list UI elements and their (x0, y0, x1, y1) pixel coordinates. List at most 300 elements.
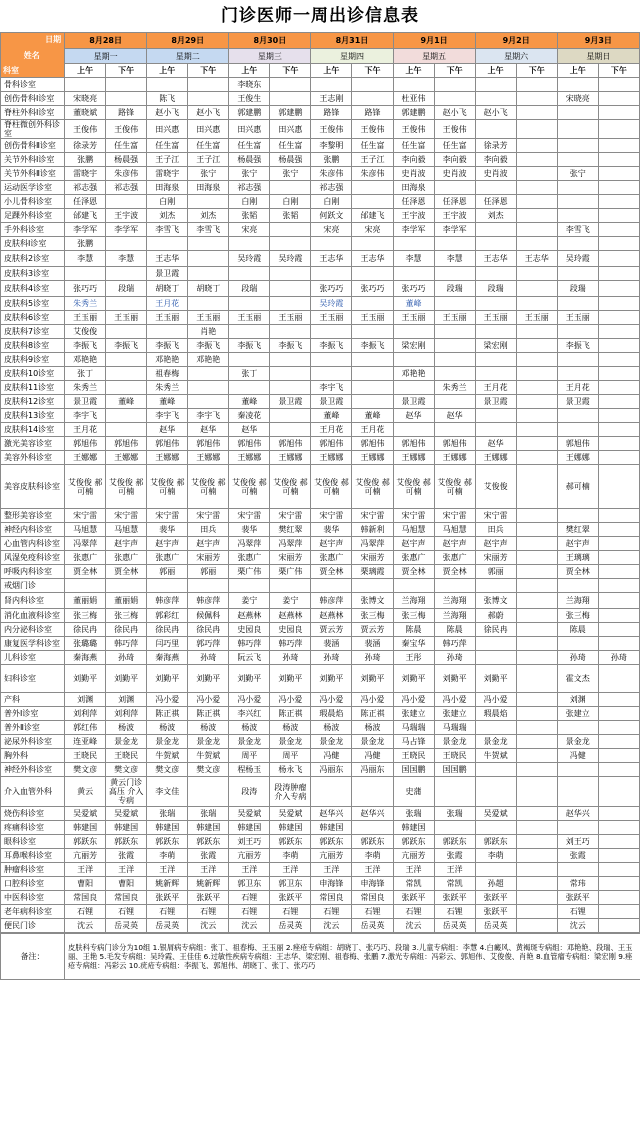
doctor-cell (270, 92, 311, 106)
doctor-cell (352, 381, 393, 395)
doctor-cell: 岳灵英 (475, 919, 516, 933)
doctor-cell: 邓艳艳 (393, 367, 434, 381)
doctor-cell (106, 579, 147, 593)
doctor-cell: 任生富 (434, 139, 475, 153)
doctor-cell: 王娜娜 (106, 451, 147, 465)
doctor-cell: 宋宁雷 (106, 509, 147, 523)
doctor-cell: 郭丽 (147, 565, 188, 579)
doctor-cell: 冯丽东 (352, 763, 393, 777)
doctor-cell: 宋宁雷 (270, 509, 311, 523)
doctor-cell: 马旭慧 (65, 523, 106, 537)
doctor-cell (516, 721, 557, 735)
doctor-cell (270, 297, 311, 311)
doctor-cell (557, 353, 598, 367)
doctor-cell (393, 423, 434, 437)
corner-dept-label: 科室 (3, 66, 19, 75)
doctor-cell (557, 78, 598, 92)
doctor-cell: 王娜娜 (393, 451, 434, 465)
doctor-cell (598, 565, 639, 579)
doctor-cell (557, 153, 598, 167)
doctor-cell: 任生富 (393, 139, 434, 153)
doctor-cell: 陈晨 (557, 623, 598, 637)
doctor-cell: 常凯 (393, 877, 434, 891)
doctor-cell (270, 281, 311, 297)
doctor-cell: 陈正祺 (147, 707, 188, 721)
doctor-cell: 常国良 (65, 891, 106, 905)
weekday-cell: 星期三 (229, 49, 311, 64)
doctor-cell (516, 281, 557, 297)
doctor-cell: 刘利萍 (65, 707, 106, 721)
doctor-cell: 任生富 (188, 139, 229, 153)
doctor-cell (229, 579, 270, 593)
doctor-cell (475, 863, 516, 877)
date-cell: 8月31日 (311, 33, 393, 49)
doctor-cell: 孙琦 (352, 651, 393, 665)
doctor-cell: 朱彦伟 (311, 167, 352, 181)
doctor-cell: 石锂 (65, 905, 106, 919)
doctor-cell: 王晓民 (434, 749, 475, 763)
doctor-cell: 贾全林 (393, 565, 434, 579)
doctor-cell (598, 891, 639, 905)
dept-cell: 皮肤科8诊室 (1, 339, 65, 353)
table-row (1, 153, 640, 167)
doctor-cell (434, 237, 475, 251)
doctor-cell (598, 707, 639, 721)
doctor-cell (598, 509, 639, 523)
doctor-cell: 张三梅 (65, 609, 106, 623)
doctor-cell: 李宇飞 (65, 409, 106, 423)
doctor-cell (557, 367, 598, 381)
doctor-cell (557, 423, 598, 437)
doctor-cell: 张跃平 (434, 891, 475, 905)
doctor-cell (352, 353, 393, 367)
doctor-cell: 郭旭伟 (65, 437, 106, 451)
doctor-cell: 张韬 (229, 209, 270, 223)
doctor-cell: 张惠广 (434, 551, 475, 565)
doctor-cell: 张鹏 (311, 153, 352, 167)
doctor-cell: 郭旭伟 (434, 437, 475, 451)
doctor-cell: 王洋 (434, 863, 475, 877)
doctor-cell (557, 579, 598, 593)
doctor-cell: 刘勤平 (475, 665, 516, 693)
doctor-cell (598, 735, 639, 749)
doctor-cell: 史园良 (270, 623, 311, 637)
doctor-cell (516, 181, 557, 195)
doctor-cell (516, 593, 557, 609)
doctor-cell: 王娜娜 (65, 451, 106, 465)
doctor-cell: 刘勤平 (147, 665, 188, 693)
doctor-cell: 石锂 (393, 905, 434, 919)
doctor-cell: 张惠广 (311, 551, 352, 565)
doctor-cell: 王俊伟 (106, 120, 147, 139)
doctor-cell (598, 92, 639, 106)
doctor-cell (434, 777, 475, 807)
doctor-cell (229, 381, 270, 395)
doctor-cell: 祁志强 (65, 181, 106, 195)
doctor-cell (516, 551, 557, 565)
doctor-cell: 李萌 (352, 849, 393, 863)
doctor-cell: 韩建国 (229, 821, 270, 835)
table-row (1, 267, 640, 281)
doctor-cell (557, 120, 598, 139)
doctor-cell: 王洋 (229, 863, 270, 877)
doctor-cell: 栗广伟 (270, 565, 311, 579)
date-cell: 9月2日 (475, 33, 557, 49)
table-row (1, 665, 640, 693)
doctor-cell: 刘勤平 (311, 665, 352, 693)
doctor-cell: 宋宁雷 (229, 509, 270, 523)
table-row (1, 92, 640, 106)
doctor-cell: 王玉丽 (147, 311, 188, 325)
doctor-cell: 杨波 (270, 721, 311, 735)
doctor-cell (106, 325, 147, 339)
doctor-cell: 张博文 (352, 593, 393, 609)
doctor-cell: 郭旭伟 (557, 437, 598, 451)
doctor-cell: 韩新利 (352, 523, 393, 537)
doctor-cell (475, 367, 516, 381)
doctor-cell: 马占锋 (393, 735, 434, 749)
doctor-cell: 田兴惠 (270, 120, 311, 139)
doctor-cell: 任生富 (106, 139, 147, 153)
dept-cell: 皮肤科5诊室 (1, 297, 65, 311)
doctor-cell: 李学军 (393, 223, 434, 237)
table-row (1, 593, 640, 609)
doctor-cell: 景卫霞 (147, 267, 188, 281)
doctor-cell: 冯小爱 (229, 693, 270, 707)
doctor-cell: 张跃平 (270, 891, 311, 905)
doctor-cell (516, 665, 557, 693)
doctor-cell (475, 78, 516, 92)
table-row (1, 537, 640, 551)
doctor-cell: 祖春梅 (147, 367, 188, 381)
doctor-cell (352, 325, 393, 339)
doctor-cell (598, 637, 639, 651)
pm-label: 下午 (106, 64, 147, 78)
doctor-cell: 贾云芳 (311, 623, 352, 637)
doctor-cell: 陈晨 (434, 623, 475, 637)
doctor-cell: 景金龙 (352, 735, 393, 749)
table-row (1, 509, 640, 523)
doctor-cell: 田海泉 (147, 181, 188, 195)
doctor-cell: 张三梅 (557, 609, 598, 623)
doctor-cell: 郭旭伟 (393, 437, 434, 451)
doctor-cell: 石锂 (229, 905, 270, 919)
doctor-cell: 岳灵英 (434, 919, 475, 933)
doctor-cell (557, 181, 598, 195)
doctor-cell: 曹阳 (65, 877, 106, 891)
doctor-cell: 刘利萍 (106, 707, 147, 721)
doctor-cell (229, 297, 270, 311)
doctor-cell: 张宁 (188, 167, 229, 181)
dept-cell: 肿瘤科诊室 (1, 863, 65, 877)
doctor-cell: 王志华 (352, 251, 393, 267)
doctor-cell (270, 579, 311, 593)
doctor-cell (516, 693, 557, 707)
doctor-cell: 刘勤平 (434, 665, 475, 693)
doctor-cell: 董峰 (393, 297, 434, 311)
doctor-cell (188, 367, 229, 381)
doctor-cell: 瑕晨焰 (311, 707, 352, 721)
doctor-cell: 王俊生 (229, 92, 270, 106)
doctor-cell: 宋宁雷 (393, 509, 434, 523)
doctor-cell (598, 807, 639, 821)
doctor-cell: 张韬 (270, 209, 311, 223)
doctor-cell (516, 537, 557, 551)
doctor-cell (188, 92, 229, 106)
doctor-cell: 赵宇声 (147, 537, 188, 551)
doctor-cell: 王月花 (65, 423, 106, 437)
table-row (1, 367, 640, 381)
doctor-cell (270, 181, 311, 195)
dept-cell: 戒烟门诊 (1, 579, 65, 593)
dept-cell: 儿科诊室 (1, 651, 65, 665)
doctor-cell: 宋丽芳 (270, 551, 311, 565)
doctor-cell: 李宇飞 (188, 409, 229, 423)
doctor-cell: 周平 (270, 749, 311, 763)
doctor-cell: 裴涵 (352, 637, 393, 651)
doctor-cell: 王玉丽 (557, 311, 598, 325)
doctor-cell (188, 78, 229, 92)
doctor-cell: 张跃平 (557, 891, 598, 905)
doctor-cell: 石锂 (147, 905, 188, 919)
doctor-cell: 韩建国 (65, 821, 106, 835)
table-row (1, 551, 640, 565)
doctor-cell: 王洋 (352, 863, 393, 877)
dept-cell: 足踝外科诊室 (1, 209, 65, 223)
doctor-cell: 王娜娜 (188, 451, 229, 465)
doctor-cell: 秦海燕 (147, 651, 188, 665)
dept-cell: 神经外科诊室 (1, 763, 65, 777)
table-row (1, 251, 640, 267)
table-row (1, 195, 640, 209)
dept-cell: 康复医学科诊室 (1, 637, 65, 651)
doctor-cell: 艾俊俊 郝可楠 (147, 465, 188, 509)
doctor-cell: 景金龙 (188, 735, 229, 749)
doctor-cell: 史肖波 (475, 167, 516, 181)
dept-cell: 消化血液科诊室 (1, 609, 65, 623)
doctor-cell: 王宇波 (434, 209, 475, 223)
doctor-cell: 史肖波 (434, 167, 475, 181)
doctor-cell (393, 353, 434, 367)
doctor-cell (516, 409, 557, 423)
table-row (1, 777, 640, 807)
doctor-cell: 邓艳艳 (188, 353, 229, 367)
dept-cell: 小儿骨科诊室 (1, 195, 65, 209)
doctor-cell (598, 821, 639, 835)
doctor-cell: 王玉丽 (188, 311, 229, 325)
doctor-cell (516, 579, 557, 593)
notes-table (0, 933, 640, 980)
doctor-cell: 艾俊俊 郝可楠 (434, 465, 475, 509)
doctor-cell (434, 267, 475, 281)
doctor-cell: 宋宁雷 (188, 509, 229, 523)
doctor-cell: 韩彦萍 (147, 593, 188, 609)
doctor-cell (516, 120, 557, 139)
dept-cell: 皮肤科12诊室 (1, 395, 65, 409)
doctor-cell (516, 763, 557, 777)
doctor-cell: 兰海翔 (393, 593, 434, 609)
doctor-cell (311, 325, 352, 339)
doctor-cell (516, 451, 557, 465)
doctor-cell: 郭红伟 (65, 721, 106, 735)
doctor-cell: 艾俊俊 郝可楠 (352, 465, 393, 509)
notes-text: 皮肤科专病门诊分为10组 1.银屑病专病组：张丁、祖春梅、王玉丽 2.痤疮专病组：胡晓丁、张巧巧、段瑞 3.儿童专病组：李慧 4.白癜风、黄褐斑专病组：邓艳艳、段瑞、王玉丽、王艳 5.毛发专病组：吴玲霞、王佳佳 6.过敏性疾病专病组：王志华、梁宏刚、祖春梅、张鹏 7.激光专病组：冯彩云、郭旭伟、艾俊俊、肖艳 8.血管瘤专病组：梁宏刚 9.痤疮专病组：冯彩云 10.疣疮专病组：李振飞、郭旭伟、胡晓丁、张丁、张巧巧 (65, 934, 640, 980)
doctor-cell: 马旭慧 (434, 523, 475, 537)
doctor-cell (434, 367, 475, 381)
dept-cell: 激光美容诊室 (1, 437, 65, 451)
doctor-cell: 冯小爱 (393, 693, 434, 707)
table-row (1, 749, 640, 763)
doctor-cell (434, 339, 475, 353)
doctor-cell: 赵宇声 (106, 537, 147, 551)
doctor-cell: 闫巧里 (147, 637, 188, 651)
doctor-cell: 艾俊俊 郝可楠 (229, 465, 270, 509)
doctor-cell (188, 297, 229, 311)
doctor-cell: 李雪飞 (557, 223, 598, 237)
doctor-cell: 赵宇声 (188, 537, 229, 551)
doctor-cell: 马瑞瑞 (434, 721, 475, 735)
doctor-cell: 韩巧萍 (270, 637, 311, 651)
doctor-cell (598, 609, 639, 623)
doctor-cell (598, 395, 639, 409)
doctor-cell (270, 367, 311, 381)
table-row (1, 835, 640, 849)
doctor-cell: 孙琦 (188, 651, 229, 665)
doctor-cell: 张跃平 (475, 905, 516, 919)
doctor-cell (516, 195, 557, 209)
table-row (1, 297, 640, 311)
doctor-cell (270, 381, 311, 395)
doctor-cell: 赵燕林 (311, 609, 352, 623)
doctor-cell: 赵小飞 (434, 106, 475, 120)
table-row (1, 623, 640, 637)
doctor-cell: 贾全林 (311, 565, 352, 579)
doctor-cell (434, 181, 475, 195)
doctor-cell: 张丁 (65, 367, 106, 381)
doctor-cell: 王玉丽 (229, 311, 270, 325)
doctor-cell: 沈云 (65, 919, 106, 933)
doctor-cell: 景金龙 (147, 735, 188, 749)
doctor-cell: 景金龙 (270, 735, 311, 749)
doctor-cell: 艾俊俊 郝可楠 (106, 465, 147, 509)
doctor-cell (311, 367, 352, 381)
doctor-cell: 祁志强 (106, 181, 147, 195)
doctor-cell: 陈正祺 (352, 707, 393, 721)
doctor-cell: 石锂 (434, 905, 475, 919)
table-row (1, 311, 640, 325)
doctor-cell (475, 297, 516, 311)
dept-cell: 产科 (1, 693, 65, 707)
doctor-cell (475, 637, 516, 651)
doctor-cell (188, 267, 229, 281)
doctor-cell: 刘渊 (106, 693, 147, 707)
doctor-cell (557, 209, 598, 223)
doctor-cell (475, 777, 516, 807)
doctor-cell: 郭旭伟 (311, 437, 352, 451)
doctor-cell: 岳灵英 (106, 919, 147, 933)
dept-cell: 皮肤科2诊室 (1, 251, 65, 267)
doctor-cell (229, 325, 270, 339)
dept-cell: 烧伤科诊室 (1, 807, 65, 821)
dept-cell: 皮肤科10诊室 (1, 367, 65, 381)
doctor-cell (188, 195, 229, 209)
doctor-cell: 孙琦 (311, 651, 352, 665)
doctor-cell: 阮云飞 (229, 651, 270, 665)
doctor-cell: 田海泉 (393, 181, 434, 195)
doctor-cell (516, 637, 557, 651)
doctor-cell (434, 78, 475, 92)
doctor-cell: 郭跃东 (65, 835, 106, 849)
dept-cell: 皮肤科13诊室 (1, 409, 65, 423)
doctor-cell: 景金龙 (106, 735, 147, 749)
table-row (1, 465, 640, 509)
doctor-cell: 刘王巧 (229, 835, 270, 849)
doctor-cell (557, 195, 598, 209)
doctor-cell: 石锂 (106, 905, 147, 919)
doctor-cell: 秦海燕 (65, 651, 106, 665)
weekday-cell: 星期二 (147, 49, 229, 64)
doctor-cell: 李黎明 (311, 139, 352, 153)
weekday-cell: 星期四 (311, 49, 393, 64)
doctor-cell: 赵燕林 (229, 609, 270, 623)
doctor-cell: 路锋 (311, 106, 352, 120)
dept-cell: 皮肤科9诊室 (1, 353, 65, 367)
doctor-cell: 王志华 (516, 251, 557, 267)
doctor-cell: 裴涵 (311, 637, 352, 651)
doctor-cell: 吴爱斌 (475, 807, 516, 821)
doctor-cell (311, 78, 352, 92)
doctor-cell (106, 353, 147, 367)
doctor-cell (475, 763, 516, 777)
doctor-cell: 董峰 (147, 395, 188, 409)
doctor-cell (393, 579, 434, 593)
doctor-cell: 徐录芳 (65, 139, 106, 153)
doctor-cell: 郭跃东 (270, 835, 311, 849)
table-row (1, 763, 640, 777)
doctor-cell: 任生富 (352, 139, 393, 153)
table-row (1, 209, 640, 223)
doctor-cell: 赵宇声 (311, 537, 352, 551)
date-cell: 8月29日 (147, 33, 229, 49)
doctor-cell: 陈晨 (393, 623, 434, 637)
doctor-cell: 贾全林 (434, 565, 475, 579)
doctor-cell: 赵华 (229, 423, 270, 437)
doctor-cell (270, 353, 311, 367)
doctor-cell (106, 92, 147, 106)
doctor-cell: 宋亮 (229, 223, 270, 237)
doctor-cell: 王月花 (311, 423, 352, 437)
doctor-cell: 郭丽 (475, 565, 516, 579)
dept-cell: 皮肤科11诊室 (1, 381, 65, 395)
am-label: 上午 (229, 64, 270, 78)
doctor-cell (598, 209, 639, 223)
doctor-cell: 张三梅 (393, 609, 434, 623)
doctor-cell (557, 267, 598, 281)
pm-label: 下午 (434, 64, 475, 78)
dept-cell: 介入血管外科 (1, 777, 65, 807)
doctor-cell: 韩建国 (106, 821, 147, 835)
doctor-cell: 郭建鹏 (229, 106, 270, 120)
doctor-cell: 王玉丽 (393, 311, 434, 325)
doctor-cell: 樊文彦 (188, 763, 229, 777)
doctor-cell (516, 651, 557, 665)
doctor-cell (352, 579, 393, 593)
doctor-cell: 景金龙 (434, 735, 475, 749)
doctor-cell: 董峰 (352, 409, 393, 423)
doctor-cell: 史肖波 (393, 167, 434, 181)
doctor-cell: 李向毅 (434, 153, 475, 167)
doctor-cell: 郭旭伟 (188, 437, 229, 451)
